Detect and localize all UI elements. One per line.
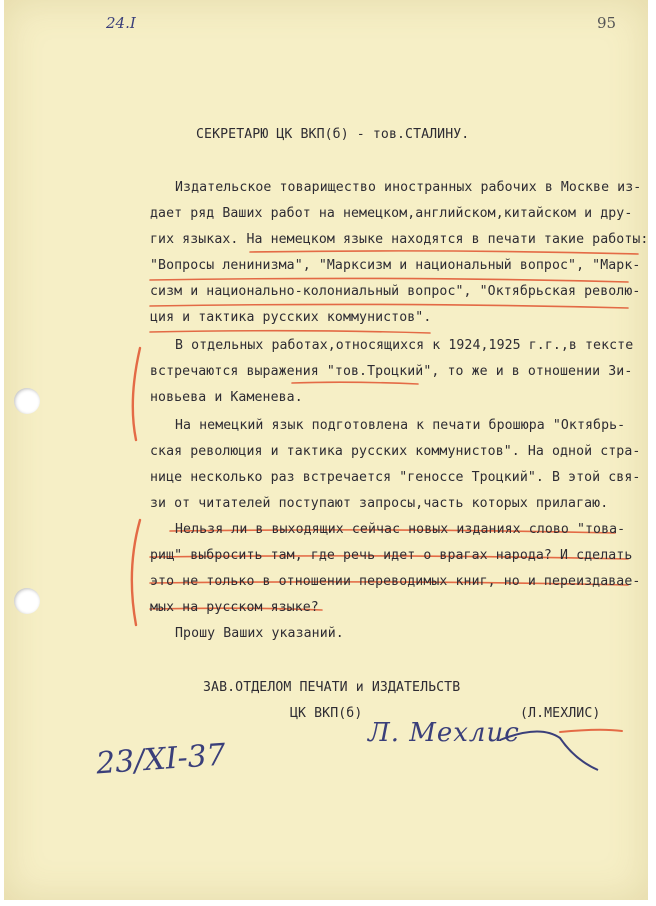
handwritten-date: 23/XI-37 <box>94 737 227 782</box>
body-line: ская революция и тактика русских коммунистов". На одной стра- <box>150 444 641 459</box>
body-line: "Вопросы ленинизма", "Марксизм и национальный вопрос", "Марк- <box>150 258 641 273</box>
body-line: рищ" выбросить там, где речь идет о врагах народа? И сделать <box>150 548 633 563</box>
body-line: новьева и Каменева. <box>150 390 303 405</box>
body-line: Издательское товарищество иностранных рабочих в Москве из- <box>175 180 642 195</box>
body-line: дает ряд Ваших работ на немецком,английском,китайском и дру- <box>150 206 633 221</box>
body-line: нице несколько раз встречается "геноссе Троцкий". В этой свя- <box>150 470 641 485</box>
body-line: В отдельных работах,относящихся к 1924,1925 г.г.,в тексте <box>175 338 634 353</box>
body-line: На немецкий язык подготовлена к печати брошюра "Октябрь- <box>175 418 626 433</box>
body-line: мых на русском языке? <box>150 600 319 615</box>
body-line: встречаются выражения "тов.Троцкий", то же и в отношении Зи- <box>150 364 633 379</box>
body-line: зи от читателей поступают запросы,часть которых прилагаю. <box>150 496 609 511</box>
archive-mark: 24.I <box>106 14 136 32</box>
signature-department: ЦК ВКП(б) <box>290 706 363 721</box>
signature-title: ЗАВ.ОТДЕЛОМ ПЕЧАТИ и ИЗДАТЕЛЬСТВ <box>203 680 461 695</box>
body-line: гих языках. На немецком языке находятся в печати такие работы: <box>150 232 649 247</box>
page-number: 95 <box>597 14 617 32</box>
body-line: Нельзя ли в выходящих сейчас новых изданиях слово "това- <box>175 522 626 537</box>
body-line: Прошу Ваших указаний. <box>175 626 344 641</box>
signer-name: (Л.МЕХЛИС) <box>520 706 601 721</box>
signature: Л. Мехлис <box>368 718 520 748</box>
addressee: СЕКРЕТАРЮ ЦК ВКП(б) - тов.СТАЛИНУ. <box>196 127 470 142</box>
body-line: ция и тактика русских коммунистов". <box>150 310 432 325</box>
body-line: сизм и национально-колониальный вопрос", "Октябрьская револю- <box>150 284 641 299</box>
body-line: это не только в отношении переводимых книг, но и переиздавае- <box>150 574 641 589</box>
